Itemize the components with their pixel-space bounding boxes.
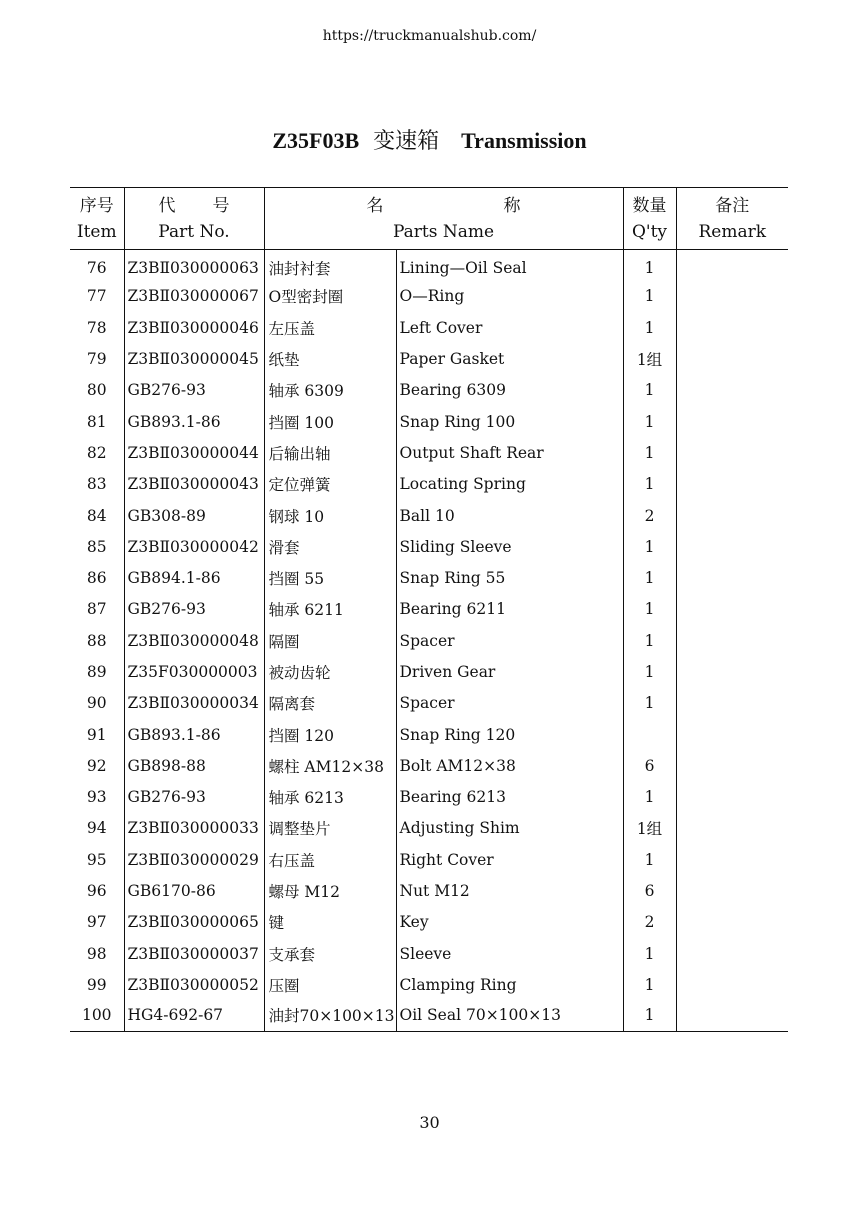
remark-cell	[676, 656, 788, 687]
remark-cell	[676, 562, 788, 593]
name-en-cell: Nut M12	[396, 875, 623, 906]
qty-cell	[623, 719, 676, 750]
name-zh-cell: 纸垫	[264, 343, 396, 374]
table-row	[70, 813, 788, 844]
name-en-cell: Snap Ring 120	[396, 719, 623, 750]
name-en-cell: Oil Seal 70×100×13	[396, 1001, 623, 1032]
name-en-cell: Bearing 6213	[396, 782, 623, 813]
remark-cell	[676, 719, 788, 750]
name-en-cell: Bolt AM12×38	[396, 750, 623, 781]
name-zh-cell: 螺柱 AM12×38	[264, 750, 396, 781]
table-row	[70, 406, 788, 437]
qty-cell: 1组	[623, 343, 676, 374]
part-no-cell: GB6170-86	[124, 875, 264, 906]
qty-cell: 1	[623, 437, 676, 468]
name-zh-cell: 轴承 6213	[264, 782, 396, 813]
item-cell: 85	[86, 537, 107, 556]
remark-cell	[676, 375, 788, 406]
item-cell: 77	[86, 287, 107, 306]
part-no-cell: Z3BⅡ030000067	[124, 281, 264, 312]
name-en-cell: Ball 10	[396, 500, 623, 531]
name-zh-cell: 后输出轴	[264, 437, 396, 468]
table-row	[70, 688, 788, 719]
item-cell: 97	[86, 913, 107, 932]
name-zh-cell: 挡圈 120	[264, 719, 396, 750]
table-row	[70, 594, 788, 625]
qty-cell: 1	[623, 281, 676, 312]
part-no-cell: GB276-93	[124, 782, 264, 813]
name-zh-cell: 轴承 6309	[264, 375, 396, 406]
table-row	[70, 750, 788, 781]
qty-cell: 1	[623, 969, 676, 1000]
table-row	[70, 782, 788, 813]
name-en-cell: O—Ring	[396, 281, 623, 312]
item-cell: 81	[86, 412, 107, 431]
header-name-zh-a: 名	[366, 195, 384, 216]
part-no-cell: GB893.1-86	[124, 719, 264, 750]
header-name-zh-b: 称	[503, 195, 521, 216]
name-en-cell: Clamping Ring	[396, 969, 623, 1000]
part-no-cell: GB894.1-86	[124, 562, 264, 593]
qty-cell: 1	[623, 625, 676, 656]
part-no-cell: Z3BⅡ030000042	[124, 531, 264, 562]
remark-cell	[676, 875, 788, 906]
part-no-cell: GB276-93	[124, 375, 264, 406]
name-en-cell: Key	[396, 907, 623, 938]
header-remark-zh: 备注	[715, 195, 750, 216]
title-chinese: 变速箱	[373, 129, 440, 154]
qty-cell: 1	[623, 531, 676, 562]
remark-cell	[676, 469, 788, 500]
name-zh-cell: 支承套	[264, 938, 396, 969]
qty-cell: 1	[623, 1001, 676, 1032]
name-zh-cell: 左压盖	[264, 312, 396, 343]
name-en-cell: Sliding Sleeve	[396, 531, 623, 562]
name-en-cell: Driven Gear	[396, 656, 623, 687]
table-row	[70, 907, 788, 938]
table-row	[70, 719, 788, 750]
name-zh-cell: 油封70×100×13	[264, 1001, 396, 1032]
title-english: Transmission	[461, 128, 587, 153]
header-qty-zh: 数量	[632, 195, 667, 216]
table-row	[70, 281, 788, 312]
qty-cell: 6	[623, 750, 676, 781]
item-cell: 95	[86, 850, 107, 869]
part-no-cell: Z3BⅡ030000033	[124, 813, 264, 844]
table-row	[70, 969, 788, 1000]
name-en-cell: Locating Spring	[396, 469, 623, 500]
qty-cell: 1组	[623, 813, 676, 844]
qty-cell: 1	[623, 594, 676, 625]
name-zh-cell: 定位弹簧	[264, 469, 396, 500]
item-cell: 78	[86, 318, 107, 337]
name-en-cell: Left Cover	[396, 312, 623, 343]
title-model: Z35F03B	[272, 128, 360, 153]
part-no-cell: Z3BⅡ030000046	[124, 312, 264, 343]
name-en-cell: Spacer	[396, 625, 623, 656]
name-en-cell: Sleeve	[396, 938, 623, 969]
part-no-cell: Z3BⅡ030000052	[124, 969, 264, 1000]
qty-cell: 1	[623, 844, 676, 875]
qty-cell: 1	[623, 312, 676, 343]
qty-cell: 6	[623, 875, 676, 906]
name-zh-cell: O型密封圈	[264, 281, 396, 312]
table-row	[70, 562, 788, 593]
header-part-no	[124, 188, 264, 250]
qty-cell: 1	[623, 469, 676, 500]
name-zh-cell: 油封衬套	[264, 250, 396, 281]
name-zh-cell: 隔离套	[264, 688, 396, 719]
header-name-zh	[265, 193, 623, 219]
name-zh-cell: 键	[264, 907, 396, 938]
remark-cell	[676, 688, 788, 719]
qty-cell: 1	[623, 562, 676, 593]
name-en-cell: Right Cover	[396, 844, 623, 875]
part-no-cell: Z3BⅡ030000045	[124, 343, 264, 374]
item-cell: 82	[86, 443, 107, 462]
item-cell: 79	[86, 350, 107, 369]
part-no-cell: Z3BⅡ030000044	[124, 437, 264, 468]
qty-cell: 1	[623, 250, 676, 281]
name-en-cell: Paper Gasket	[396, 343, 623, 374]
item-cell: 92	[86, 756, 107, 775]
part-no-cell: GB308-89	[124, 500, 264, 531]
header-parts-name	[264, 188, 623, 250]
name-en-cell: Snap Ring 55	[396, 562, 623, 593]
name-zh-cell: 轴承 6211	[264, 594, 396, 625]
remark-cell	[676, 625, 788, 656]
item-cell: 87	[86, 600, 107, 619]
remark-cell	[676, 437, 788, 468]
name-en-cell: Adjusting Shim	[396, 813, 623, 844]
header-remark	[676, 188, 788, 250]
part-no-cell: Z3BⅡ030000034	[124, 688, 264, 719]
name-en-cell: Bearing 6211	[396, 594, 623, 625]
part-no-cell: GB898-88	[124, 750, 264, 781]
remark-cell	[676, 938, 788, 969]
name-zh-cell: 钢球 10	[264, 500, 396, 531]
part-no-cell: GB893.1-86	[124, 406, 264, 437]
item-cell: 94	[86, 819, 107, 838]
remark-cell	[676, 969, 788, 1000]
table-row	[70, 250, 788, 281]
table-row	[70, 437, 788, 468]
header-item-zh: 序号	[79, 195, 114, 216]
table-row	[70, 312, 788, 343]
table-row	[70, 625, 788, 656]
name-en-cell: Bearing 6309	[396, 375, 623, 406]
item-cell: 90	[86, 694, 107, 713]
name-en-cell: Snap Ring 100	[396, 406, 623, 437]
header-remark-en: Remark	[698, 221, 767, 242]
name-zh-cell: 调整垫片	[264, 813, 396, 844]
name-zh-cell: 右压盖	[264, 844, 396, 875]
item-cell: 98	[86, 944, 107, 963]
remark-cell	[676, 907, 788, 938]
table-row	[70, 875, 788, 906]
remark-cell	[676, 406, 788, 437]
item-cell: 91	[86, 725, 107, 744]
table-row	[70, 656, 788, 687]
name-zh-cell: 挡圈 100	[264, 406, 396, 437]
qty-cell: 1	[623, 375, 676, 406]
header-name-en: Parts Name	[392, 221, 495, 242]
qty-cell: 1	[623, 938, 676, 969]
name-zh-cell: 被动齿轮	[264, 656, 396, 687]
page-number: 30	[419, 1113, 440, 1132]
part-no-cell: Z3BⅡ030000029	[124, 844, 264, 875]
header-qty-en: Q'ty	[631, 221, 668, 242]
name-en-cell: Output Shaft Rear	[396, 437, 623, 468]
header-part-en: Part No.	[158, 221, 230, 242]
qty-cell: 2	[623, 500, 676, 531]
table-row	[70, 844, 788, 875]
remark-cell	[676, 813, 788, 844]
item-cell: 100	[70, 1001, 124, 1032]
item-cell: 89	[86, 663, 107, 681]
remark-cell	[676, 500, 788, 531]
name-zh-cell: 挡圈 55	[264, 562, 396, 593]
table-body	[70, 250, 788, 1032]
name-zh-cell: 压圈	[264, 969, 396, 1000]
item-cell: 88	[86, 631, 107, 650]
table-row	[70, 1001, 788, 1032]
item-cell: 99	[86, 975, 107, 994]
item-cell: 80	[86, 381, 107, 400]
qty-cell: 1	[623, 782, 676, 813]
table-row	[70, 375, 788, 406]
name-en-cell: Spacer	[396, 688, 623, 719]
remark-cell	[676, 531, 788, 562]
remark-cell	[676, 594, 788, 625]
part-no-cell: GB276-93	[124, 594, 264, 625]
qty-cell: 1	[623, 406, 676, 437]
item-cell: 86	[86, 569, 107, 588]
name-zh-cell: 隔圈	[264, 625, 396, 656]
part-no-cell: Z3BⅡ030000065	[124, 907, 264, 938]
remark-cell	[676, 250, 788, 281]
remark-cell	[676, 343, 788, 374]
qty-cell: 1	[623, 688, 676, 719]
table-row	[70, 343, 788, 374]
item-cell: 93	[86, 788, 107, 807]
qty-cell: 1	[623, 656, 676, 687]
table-row	[70, 500, 788, 531]
item-cell: 96	[86, 882, 107, 901]
part-no-cell: Z35F030000003	[124, 656, 264, 687]
remark-cell	[676, 312, 788, 343]
remark-cell	[676, 844, 788, 875]
item-cell: 76	[86, 258, 107, 277]
table-row	[70, 469, 788, 500]
qty-cell: 2	[623, 907, 676, 938]
part-no-cell: HG4-692-67	[124, 1001, 264, 1032]
part-no-cell: Z3BⅡ030000037	[124, 938, 264, 969]
remark-cell	[676, 281, 788, 312]
remark-cell	[676, 1001, 788, 1032]
header-qty	[623, 188, 676, 250]
header-part-zh	[125, 193, 264, 219]
part-no-cell: Z3BⅡ030000048	[124, 625, 264, 656]
item-cell: 84	[86, 506, 107, 525]
item-cell: 83	[86, 475, 107, 494]
page-title	[0, 124, 859, 155]
source-url[interactable]: https://truckmanualshub.com/	[322, 28, 537, 44]
name-zh-cell: 滑套	[264, 531, 396, 562]
table-row	[70, 938, 788, 969]
header-part-zh-a: 代	[158, 195, 176, 216]
part-no-cell: Z3BⅡ030000043	[124, 469, 264, 500]
part-no-cell: Z3BⅡ030000063	[124, 250, 264, 281]
name-zh-cell: 螺母 M12	[264, 875, 396, 906]
table-header-row	[70, 188, 788, 250]
header-item	[70, 188, 124, 250]
remark-cell	[676, 750, 788, 781]
header-item-en: Item	[76, 221, 117, 242]
parts-table	[70, 187, 788, 1032]
remark-cell	[676, 782, 788, 813]
table-row	[70, 531, 788, 562]
header-part-zh-b: 号	[212, 195, 230, 216]
name-en-cell: Lining—Oil Seal	[396, 250, 623, 281]
